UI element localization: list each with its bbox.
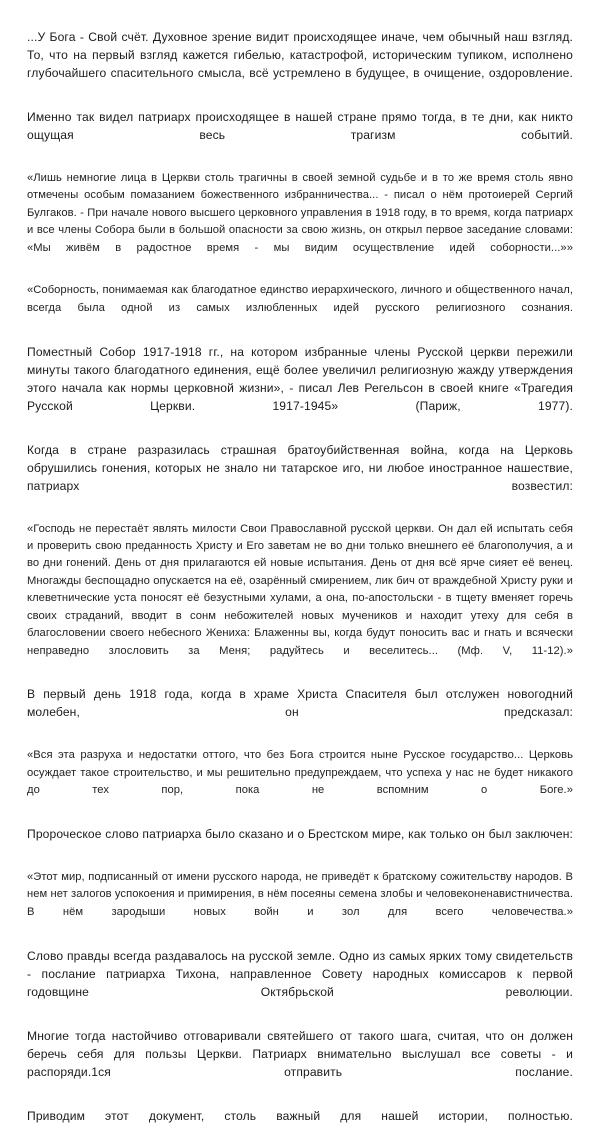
quote-patriarch-mercy: «Господь не перестаёт являть милости Свои Православной русской церкви. Он дал ей испытать себя и проверить свою преданность Христу и Его заветам не во дни только внешнего её благополучия, а и во дни гонений. День от дня прилагаются ей новые испытания. День от дня всё ярче сияет её венец. Многажды беспощадно опускается на её, озарённый смирением, лик бич от враждебной Христу руки и клеветнические уста поносят её безустными хулами, а она, по-апостольски - в тщету вменяет горечь своих страданий, вводит в сонм небожителей новых мучеников и находит утеху для себя в благословении своего небесного Жениха: Блаженны вы, когда будут поносить вас и гнать и всячески неправедно злословить за Меня; радуйтесь и веселитесь... (Мф. V, 11-12).» (27, 522, 573, 657)
paragraph-regelson-citation: Поместный Собор 1917-1918 гг., на котором избранные члены Русской церкви пережили минуты такого благодатного единения, ещё более увеличил религиозную жажду утверждения этого начала как нормы церковной жизни», - писал Лев Регельсон в своей книге «Трагедия Русской Церкви. 1917-1945» (Париж, 1977). (27, 344, 573, 413)
quote-brest-peace: «Этот мир, подписанный от имени русского народа, не приведёт к братскому сожительству народов. В нем нет залогов успокоения и примирения, в нём посеяны семена злобы и человеконенавистничества. В нём зародыши новых войн и зол для всего человечества.» (27, 870, 573, 918)
paragraph-word-of-truth: Слово правды всегда раздавалось на русской земле. Одно из самых ярких тому свидетельств - послание патриарха Тихона, направленное Совету народных комиссаров к первой годовщине Октябрьской революции. (27, 948, 573, 999)
paragraph-closing: Приводим этот документ, столь важный для нашей истории, полностью. (27, 1108, 573, 1123)
paragraph-1: ...У Бога - Свой счёт. Духовное зрение видит происходящее иначе, чем обычный наш взгляд. То, что на первый взгляд кажется гибелью, катастрофой, историческим тупиком, исполнено глубочайшего спасительного смысла, всё устремлено в будущее, в очищение, оздоровление. (27, 30, 573, 80)
paragraph-dissuasion: Многие тогда настойчиво отговаривали святейшего от такого шага, считая, что он должен беречь себя для пользы Церкви. Патриарх внимательно выслушал все советы - и распоряди.1ся отправить послание. (27, 1028, 573, 1079)
quote-sobornost: «Соборность, понимаемая как благодатное единство иерархического, личного и общественного начал, всегда была одной из самых излюбленных идей русского религиозного сознания. (27, 284, 573, 314)
paragraph-war-intro: Когда в стране разразилась страшная братоубийственная война, когда на Церковь обрушились гонения, которых не знало ни татарское иго, ни любое иностранное нашествие, патриарх возвестил: (27, 442, 573, 493)
paragraph-brest-intro: Пророческое слово патриарха было сказано и о Брестском мире, как только он был заключен: (27, 826, 573, 841)
document-body (27, 28, 573, 1143)
paragraph-new-year-1918: В первый день 1918 года, когда в храме Христа Спасителя был отслужен новогодний молебен, он предсказал: (27, 687, 573, 720)
quote-ruin-and-god: «Вся эта разруха и недостатки оттого, что без Бога строится ныне Русское государство... Церковь осуждает такое строительство, и мы решительно предупреждаем, что успеха у нас не будет никакого до тех пор, пока не вспомним о Боге.» (27, 749, 573, 797)
quote-bulgakov: «Лишь немногие лица в Церкви столь трагичны в своей земной судьбе и в то же время столь явно отмечены особым помазанием божественного избранничества... - писал о нём протоиерей Сергий Булгаков. - При начале нового высшего церковного управления в 1918 году, в то время, когда патриарх и все члены Собора были в большой опасности за свою жизнь, он открыл первое заседание словами: «Мы живём в радостное время - мы видим осуществление идей соборности...»» (27, 172, 573, 254)
paragraph-2: Именно так видел патриарх происходящее в нашей стране прямо тогда, в те дни, как никто ощущая весь трагизм событий. (27, 110, 573, 142)
